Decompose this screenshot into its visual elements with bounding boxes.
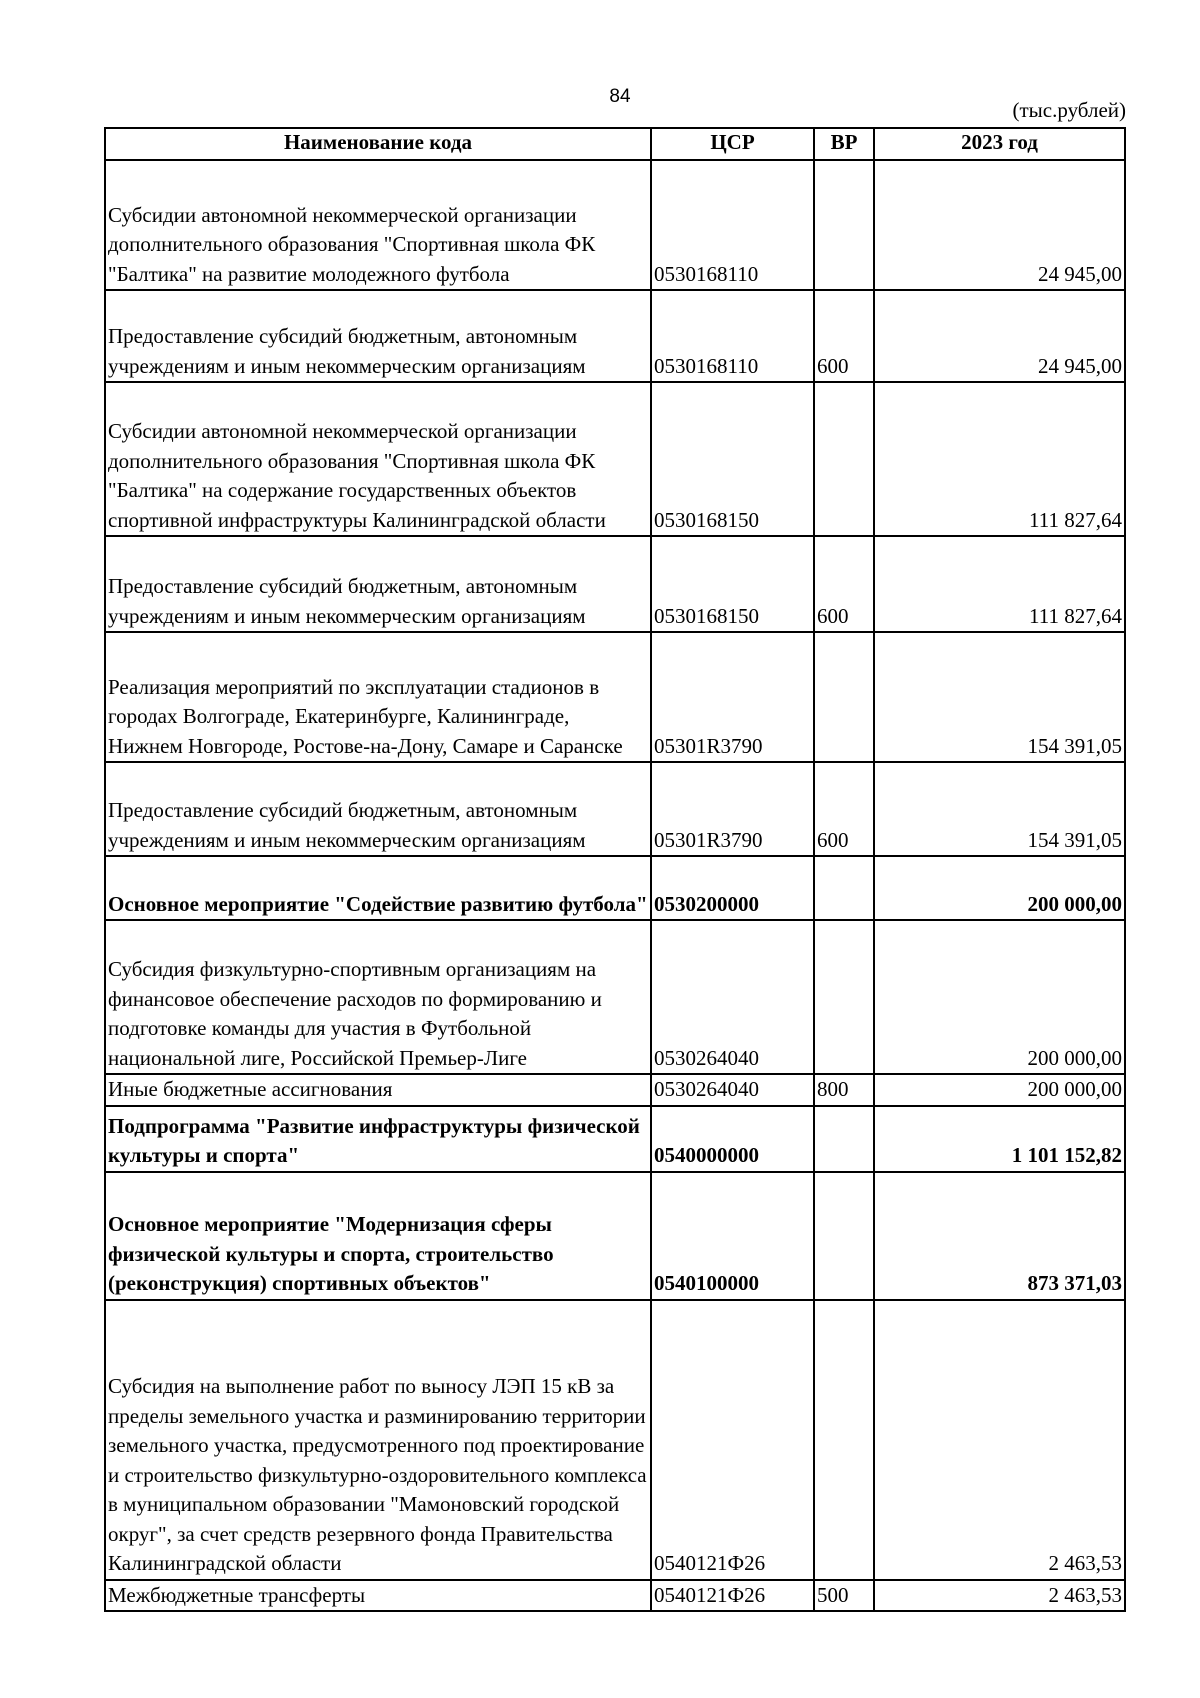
header-year: 2023 год xyxy=(874,128,1125,160)
page-number: 84 xyxy=(609,86,631,107)
row-csr: 0540121Ф26 xyxy=(651,1300,814,1580)
row-name: Основное мероприятие "Содействие развитию футбола" xyxy=(105,856,651,920)
table-row xyxy=(105,1074,1125,1106)
row-amount: 1 101 152,82 xyxy=(874,1106,1125,1172)
row-csr: 0540000000 xyxy=(651,1106,814,1172)
row-name: Субсидии автономной некоммерческой организации дополнительного образования "Спортивная школа ФК "Балтика" на содержание государственных объектов спортивной инфраструктуры Калининградской области xyxy=(105,382,651,536)
header-vr: ВР xyxy=(814,128,874,160)
table-row xyxy=(105,382,1125,536)
row-name: Межбюджетные трансферты xyxy=(105,1580,651,1612)
row-amount: 24 945,00 xyxy=(874,290,1125,382)
table-row xyxy=(105,160,1125,290)
row-vr: 500 xyxy=(814,1580,874,1612)
row-csr: 0530168150 xyxy=(651,382,814,536)
row-amount: 154 391,05 xyxy=(874,762,1125,856)
row-amount: 111 827,64 xyxy=(874,536,1125,632)
row-vr xyxy=(814,1300,874,1580)
row-name: Подпрограмма "Развитие инфраструктуры физической культуры и спорта" xyxy=(105,1106,651,1172)
header-name: Наименование кода xyxy=(105,128,651,160)
row-name: Субсидия на выполнение работ по выносу ЛЭП 15 кВ за пределы земельного участка и разминированию территории земельного участка, предусмотренного под проектирование и строительство физкультурно-оздоровительного комплекса в муниципальном образовании "Мамоновский городской округ", за счет средств резервного фонда Правительства Калининградской области xyxy=(105,1300,651,1580)
row-csr: 0530168110 xyxy=(651,160,814,290)
table-row xyxy=(105,856,1125,920)
row-name: Иные бюджетные ассигнования xyxy=(105,1074,651,1106)
row-vr: 600 xyxy=(814,290,874,382)
row-amount: 200 000,00 xyxy=(874,920,1125,1074)
row-vr xyxy=(814,382,874,536)
budget-table xyxy=(104,127,1126,1612)
row-vr xyxy=(814,632,874,762)
row-csr: 0540100000 xyxy=(651,1172,814,1300)
table-row xyxy=(105,536,1125,632)
row-vr xyxy=(814,1172,874,1300)
row-csr: 0530264040 xyxy=(651,1074,814,1106)
table-row xyxy=(105,632,1125,762)
row-vr xyxy=(814,920,874,1074)
row-vr: 600 xyxy=(814,762,874,856)
row-vr xyxy=(814,856,874,920)
row-name: Реализация мероприятий по эксплуатации стадионов в городах Волгограде, Екатеринбурге, Калининграде, Нижнем Новгороде, Ростове-на-Дону, Самаре и Саранске xyxy=(105,632,651,762)
row-csr: 05301R3790 xyxy=(651,632,814,762)
row-csr: 0530264040 xyxy=(651,920,814,1074)
row-amount: 24 945,00 xyxy=(874,160,1125,290)
table-row xyxy=(105,1580,1125,1612)
table-row xyxy=(105,290,1125,382)
table-row xyxy=(105,920,1125,1074)
row-vr xyxy=(814,160,874,290)
row-vr xyxy=(814,1106,874,1172)
row-name: Предоставление субсидий бюджетным, автономным учреждениям и иным некоммерческим организациям xyxy=(105,290,651,382)
row-vr: 600 xyxy=(814,536,874,632)
row-name: Предоставление субсидий бюджетным, автономным учреждениям и иным некоммерческим организациям xyxy=(105,762,651,856)
row-csr: 0530200000 xyxy=(651,856,814,920)
row-vr: 800 xyxy=(814,1074,874,1106)
row-name: Предоставление субсидий бюджетным, автономным учреждениям и иным некоммерческим организациям xyxy=(105,536,651,632)
table-row xyxy=(105,762,1125,856)
table-row xyxy=(105,1172,1125,1300)
row-amount: 873 371,03 xyxy=(874,1172,1125,1300)
row-csr: 0530168150 xyxy=(651,536,814,632)
header-csr: ЦСР xyxy=(651,128,814,160)
row-name: Субсидии автономной некоммерческой организации дополнительного образования "Спортивная школа ФК "Балтика" на развитие молодежного футбола xyxy=(105,160,651,290)
row-amount: 2 463,53 xyxy=(874,1300,1125,1580)
row-amount: 154 391,05 xyxy=(874,632,1125,762)
row-amount: 200 000,00 xyxy=(874,1074,1125,1106)
row-csr: 05301R3790 xyxy=(651,762,814,856)
row-amount: 2 463,53 xyxy=(874,1580,1125,1612)
table-row xyxy=(105,1300,1125,1580)
row-name: Основное мероприятие "Модернизация сферы физической культуры и спорта, строительство (реконструкция) спортивных объектов" xyxy=(105,1172,651,1300)
units-label: (тыс.рублей) xyxy=(1012,98,1126,122)
row-amount: 111 827,64 xyxy=(874,382,1125,536)
row-amount: 200 000,00 xyxy=(874,856,1125,920)
table-row xyxy=(105,1106,1125,1172)
row-csr: 0530168110 xyxy=(651,290,814,382)
row-name: Субсидия физкультурно-спортивным организациям на финансовое обеспечение расходов по формированию и подготовке команды для участия в Футбольной национальной лиге, Российской Премьер-Лиге xyxy=(105,920,651,1074)
row-csr: 0540121Ф26 xyxy=(651,1580,814,1612)
table-header-row xyxy=(105,128,1125,160)
